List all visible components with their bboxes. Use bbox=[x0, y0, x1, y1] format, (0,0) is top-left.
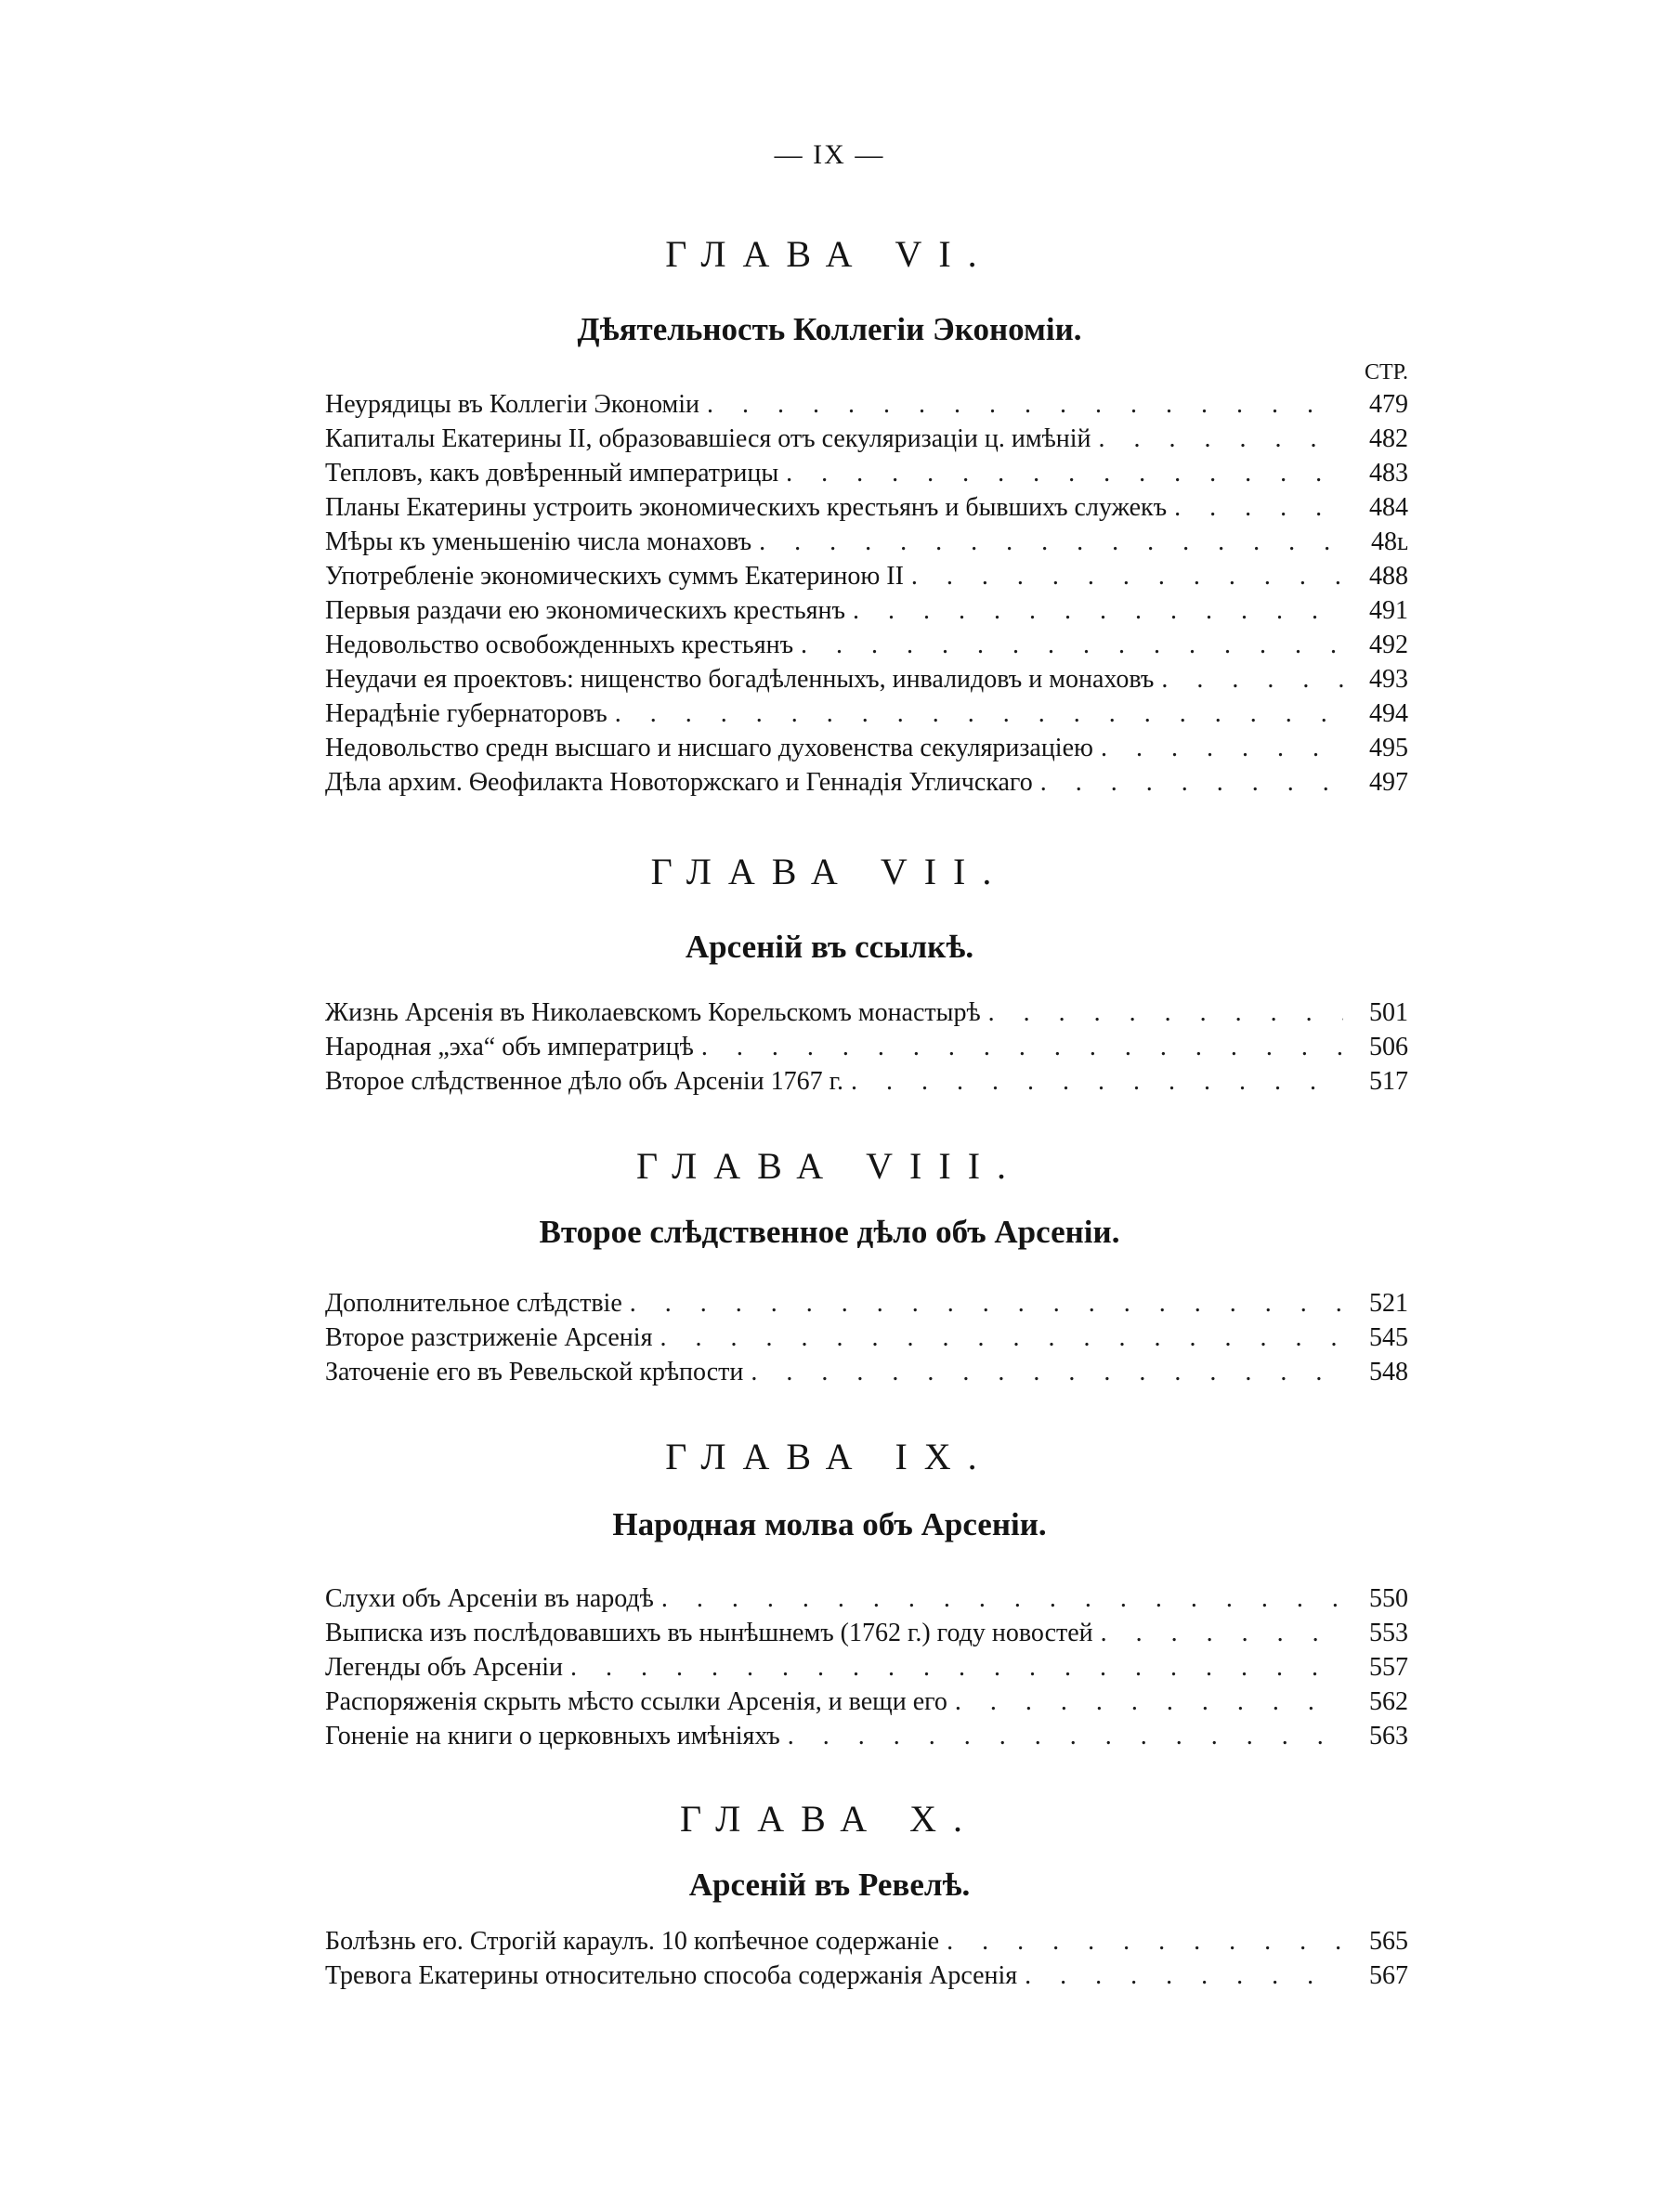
toc-entry-title: Распоряженія скрыть мѣсто ссылки Арсенія, и вещи его bbox=[325, 1687, 947, 1716]
toc-entry-title: Гоненіе на книги о церковныхъ имѣніяхъ bbox=[325, 1722, 780, 1750]
leader-dots bbox=[981, 995, 1343, 1030]
toc-entry-title: Заточеніе его въ Ревельской крѣпости bbox=[325, 1358, 744, 1386]
toc-entry-page: 562 bbox=[1369, 1687, 1408, 1716]
toc-entry bbox=[325, 1719, 1408, 1753]
leader-dots bbox=[1154, 662, 1343, 696]
leader-dots bbox=[751, 525, 1343, 559]
toc-entry-title: Выписка изъ послѣдовавшихъ въ нынѣшнемъ (1762 г.) году новостей bbox=[325, 1619, 1093, 1647]
toc-entry bbox=[325, 559, 1408, 593]
toc-list bbox=[325, 1286, 1408, 1389]
toc-entry-title: Дѣла архим. Ѳеофилакта Новоторжскаго и Геннадія Угличскаго bbox=[325, 768, 1033, 797]
toc-entry bbox=[325, 662, 1408, 696]
page-number: — IX — bbox=[774, 139, 885, 170]
chapter-subtitle: Народная молва объ Арсеніи. bbox=[612, 1506, 1047, 1542]
chapter-heading-block bbox=[0, 850, 1659, 893]
chapter-subtitle: Второе слѣдственное дѣло объ Арсеніи. bbox=[539, 1214, 1120, 1250]
toc-entry-page: 479 bbox=[1369, 390, 1408, 419]
toc-entry-title: Народная „эха“ объ императрицѣ bbox=[325, 1033, 694, 1061]
toc-entry-page: 501 bbox=[1369, 998, 1408, 1027]
toc-entry-page: 497 bbox=[1369, 768, 1408, 797]
toc-entry-title: Жизнь Арсенія въ Николаевскомъ Корельскомъ монастырѣ bbox=[325, 998, 981, 1027]
chapter-subtitle: Дѣятельность Коллегіи Экономіи. bbox=[577, 311, 1082, 347]
toc-entry bbox=[325, 1685, 1408, 1719]
chapter-heading: ГЛАВА X. bbox=[679, 1798, 980, 1840]
toc-entry bbox=[325, 995, 1408, 1030]
toc-entry-page: 545 bbox=[1369, 1323, 1408, 1352]
toc-entry bbox=[325, 1355, 1408, 1389]
leader-dots bbox=[843, 1064, 1343, 1099]
toc-entry-page: 565 bbox=[1369, 1927, 1408, 1956]
toc-entry-title: Слухи объ Арсеніи въ народѣ bbox=[325, 1584, 654, 1613]
leader-dots bbox=[1033, 765, 1343, 800]
toc-entry bbox=[325, 696, 1408, 731]
chapter-subtitle-block bbox=[0, 1214, 1659, 1251]
chapter-subtitle: Арсеній въ ссылкѣ. bbox=[685, 929, 974, 965]
leader-dots bbox=[845, 593, 1343, 628]
leader-dots bbox=[947, 1685, 1343, 1719]
chapter-subtitle: Арсеній въ Ревелѣ. bbox=[688, 1867, 971, 1903]
chapter-subtitle-block bbox=[0, 1867, 1659, 1904]
chapter-heading-block bbox=[0, 232, 1659, 276]
toc-entry bbox=[325, 628, 1408, 662]
toc-entry bbox=[325, 422, 1408, 456]
toc-entry bbox=[325, 765, 1408, 800]
toc-entry-page: 557 bbox=[1369, 1653, 1408, 1682]
toc-entry bbox=[325, 387, 1408, 422]
leader-dots bbox=[1093, 1616, 1343, 1650]
toc-entry bbox=[325, 490, 1408, 525]
chapter-heading: ГЛАВА VII. bbox=[650, 851, 1009, 892]
toc-list bbox=[325, 995, 1408, 1099]
toc-list bbox=[325, 1924, 1408, 1993]
leader-dots bbox=[694, 1030, 1343, 1064]
leader-dots bbox=[743, 1355, 1343, 1389]
toc-entry-page: 517 bbox=[1369, 1067, 1408, 1096]
leader-dots bbox=[699, 387, 1343, 422]
leader-dots bbox=[1017, 1958, 1343, 1993]
page-column-header: СТР. bbox=[1364, 360, 1408, 384]
toc-list bbox=[325, 358, 1408, 800]
leader-dots bbox=[652, 1321, 1343, 1355]
toc-entry-title: Первыя раздачи ею экономическихъ крестьянъ bbox=[325, 596, 845, 625]
toc-entry-title: Нерадѣніе губернаторовъ bbox=[325, 699, 607, 728]
toc-entry bbox=[325, 1958, 1408, 1993]
leader-dots bbox=[607, 696, 1343, 731]
toc-entry-page: 483 bbox=[1369, 459, 1408, 488]
chapter-subtitle-block bbox=[0, 929, 1659, 966]
chapter-heading-block bbox=[0, 1144, 1659, 1188]
toc-entry-title: Тревога Екатерины относительно способа содержанія Арсенія bbox=[325, 1961, 1018, 1990]
toc-entry-title: Неурядицы въ Коллегіи Экономіи bbox=[325, 390, 699, 419]
toc-entry-page: 563 bbox=[1369, 1722, 1408, 1750]
toc-entry-page: 550 bbox=[1369, 1584, 1408, 1613]
toc-entry-title: Второе разстриженіе Арсенія bbox=[325, 1323, 653, 1352]
toc-entry-page: 553 bbox=[1369, 1619, 1408, 1647]
toc-entry bbox=[325, 1650, 1408, 1685]
leader-dots bbox=[780, 1719, 1343, 1753]
chapter-heading: ГЛАВА VI. bbox=[665, 233, 994, 275]
leader-dots bbox=[1091, 422, 1343, 456]
toc-entry bbox=[325, 1030, 1408, 1064]
toc-entry bbox=[325, 1581, 1408, 1616]
toc-entry-title: Употребленіе экономическихъ суммъ Екатериною II bbox=[325, 562, 904, 591]
leader-dots bbox=[793, 628, 1343, 662]
toc-entry-title: Болѣзнь его. Строгій караулъ. 10 копѣечное содержаніе bbox=[325, 1927, 940, 1956]
toc-entry bbox=[325, 1321, 1408, 1355]
chapter-subtitle-block bbox=[0, 311, 1659, 348]
toc-entry-page: 488 bbox=[1369, 562, 1408, 591]
toc-entry-title: Капиталы Екатерины II, образовавшіеся отъ секуляризаціи ц. имѣній bbox=[325, 424, 1091, 453]
leader-dots bbox=[778, 456, 1343, 490]
toc-entry-title: Тепловъ, какъ довѣренный императрицы bbox=[325, 459, 779, 488]
toc-entry-title: Мѣры къ уменьшенію числа монаховъ bbox=[325, 527, 752, 556]
leader-dots bbox=[654, 1581, 1343, 1616]
leader-dots bbox=[1093, 731, 1343, 765]
toc-entry-title: Легенды объ Арсеніи bbox=[325, 1653, 564, 1682]
toc-entry-page: 491 bbox=[1369, 596, 1408, 625]
leader-dots bbox=[904, 559, 1343, 593]
toc-list bbox=[325, 1581, 1408, 1753]
toc-entry-page: 495 bbox=[1369, 734, 1408, 762]
chapter-heading-block bbox=[0, 1797, 1659, 1841]
toc-entry bbox=[325, 1616, 1408, 1650]
leader-dots bbox=[563, 1650, 1343, 1685]
chapter-heading-block bbox=[0, 1435, 1659, 1478]
toc-entry-page: 484 bbox=[1369, 493, 1408, 522]
toc-entry bbox=[325, 1286, 1408, 1321]
chapter-heading: ГЛАВА VIII. bbox=[635, 1145, 1024, 1187]
toc-entry bbox=[325, 1064, 1408, 1099]
leader-dots bbox=[622, 1286, 1343, 1321]
toc-entry-page: 493 bbox=[1369, 665, 1408, 694]
toc-entry-title: Неудачи ея проектовъ: нищенство богадѣленныхъ, инвалидовъ и монаховъ bbox=[325, 665, 1155, 694]
toc-entry-title: Второе слѣдственное дѣло объ Арсеніи 1767 г. bbox=[325, 1067, 843, 1096]
toc-entry-page: 492 bbox=[1369, 631, 1408, 659]
toc-entry-page: 521 bbox=[1369, 1289, 1408, 1318]
toc-entry-page: 506 bbox=[1369, 1033, 1408, 1061]
toc-entry bbox=[325, 456, 1408, 490]
toc-entry-title: Дополнительное слѣдствіе bbox=[325, 1289, 622, 1318]
chapter-heading: ГЛАВА IX. bbox=[665, 1436, 994, 1477]
toc-entry-page: 567 bbox=[1369, 1961, 1408, 1990]
toc-entry-page: 48ʟ bbox=[1370, 527, 1408, 556]
toc-entry-page: 494 bbox=[1369, 699, 1408, 728]
toc-entry-title: Недовольство средн высшаго и нисшаго духовенства секуляризаціею bbox=[325, 734, 1093, 762]
chapter-subtitle-block bbox=[0, 1506, 1659, 1543]
leader-dots bbox=[939, 1924, 1343, 1958]
toc-entry bbox=[325, 525, 1408, 559]
toc-entry-title: Недовольство освобожденныхъ крестьянъ bbox=[325, 631, 794, 659]
toc-entry bbox=[325, 593, 1408, 628]
toc-entry bbox=[325, 1924, 1408, 1958]
toc-entry-page: 482 bbox=[1369, 424, 1408, 453]
toc-entry-title: Планы Екатерины устроить экономическихъ крестьянъ и бывшихъ служекъ bbox=[325, 493, 1168, 522]
toc-entry-page: 548 bbox=[1369, 1358, 1408, 1386]
leader-dots bbox=[1167, 490, 1343, 525]
toc-entry bbox=[325, 731, 1408, 765]
